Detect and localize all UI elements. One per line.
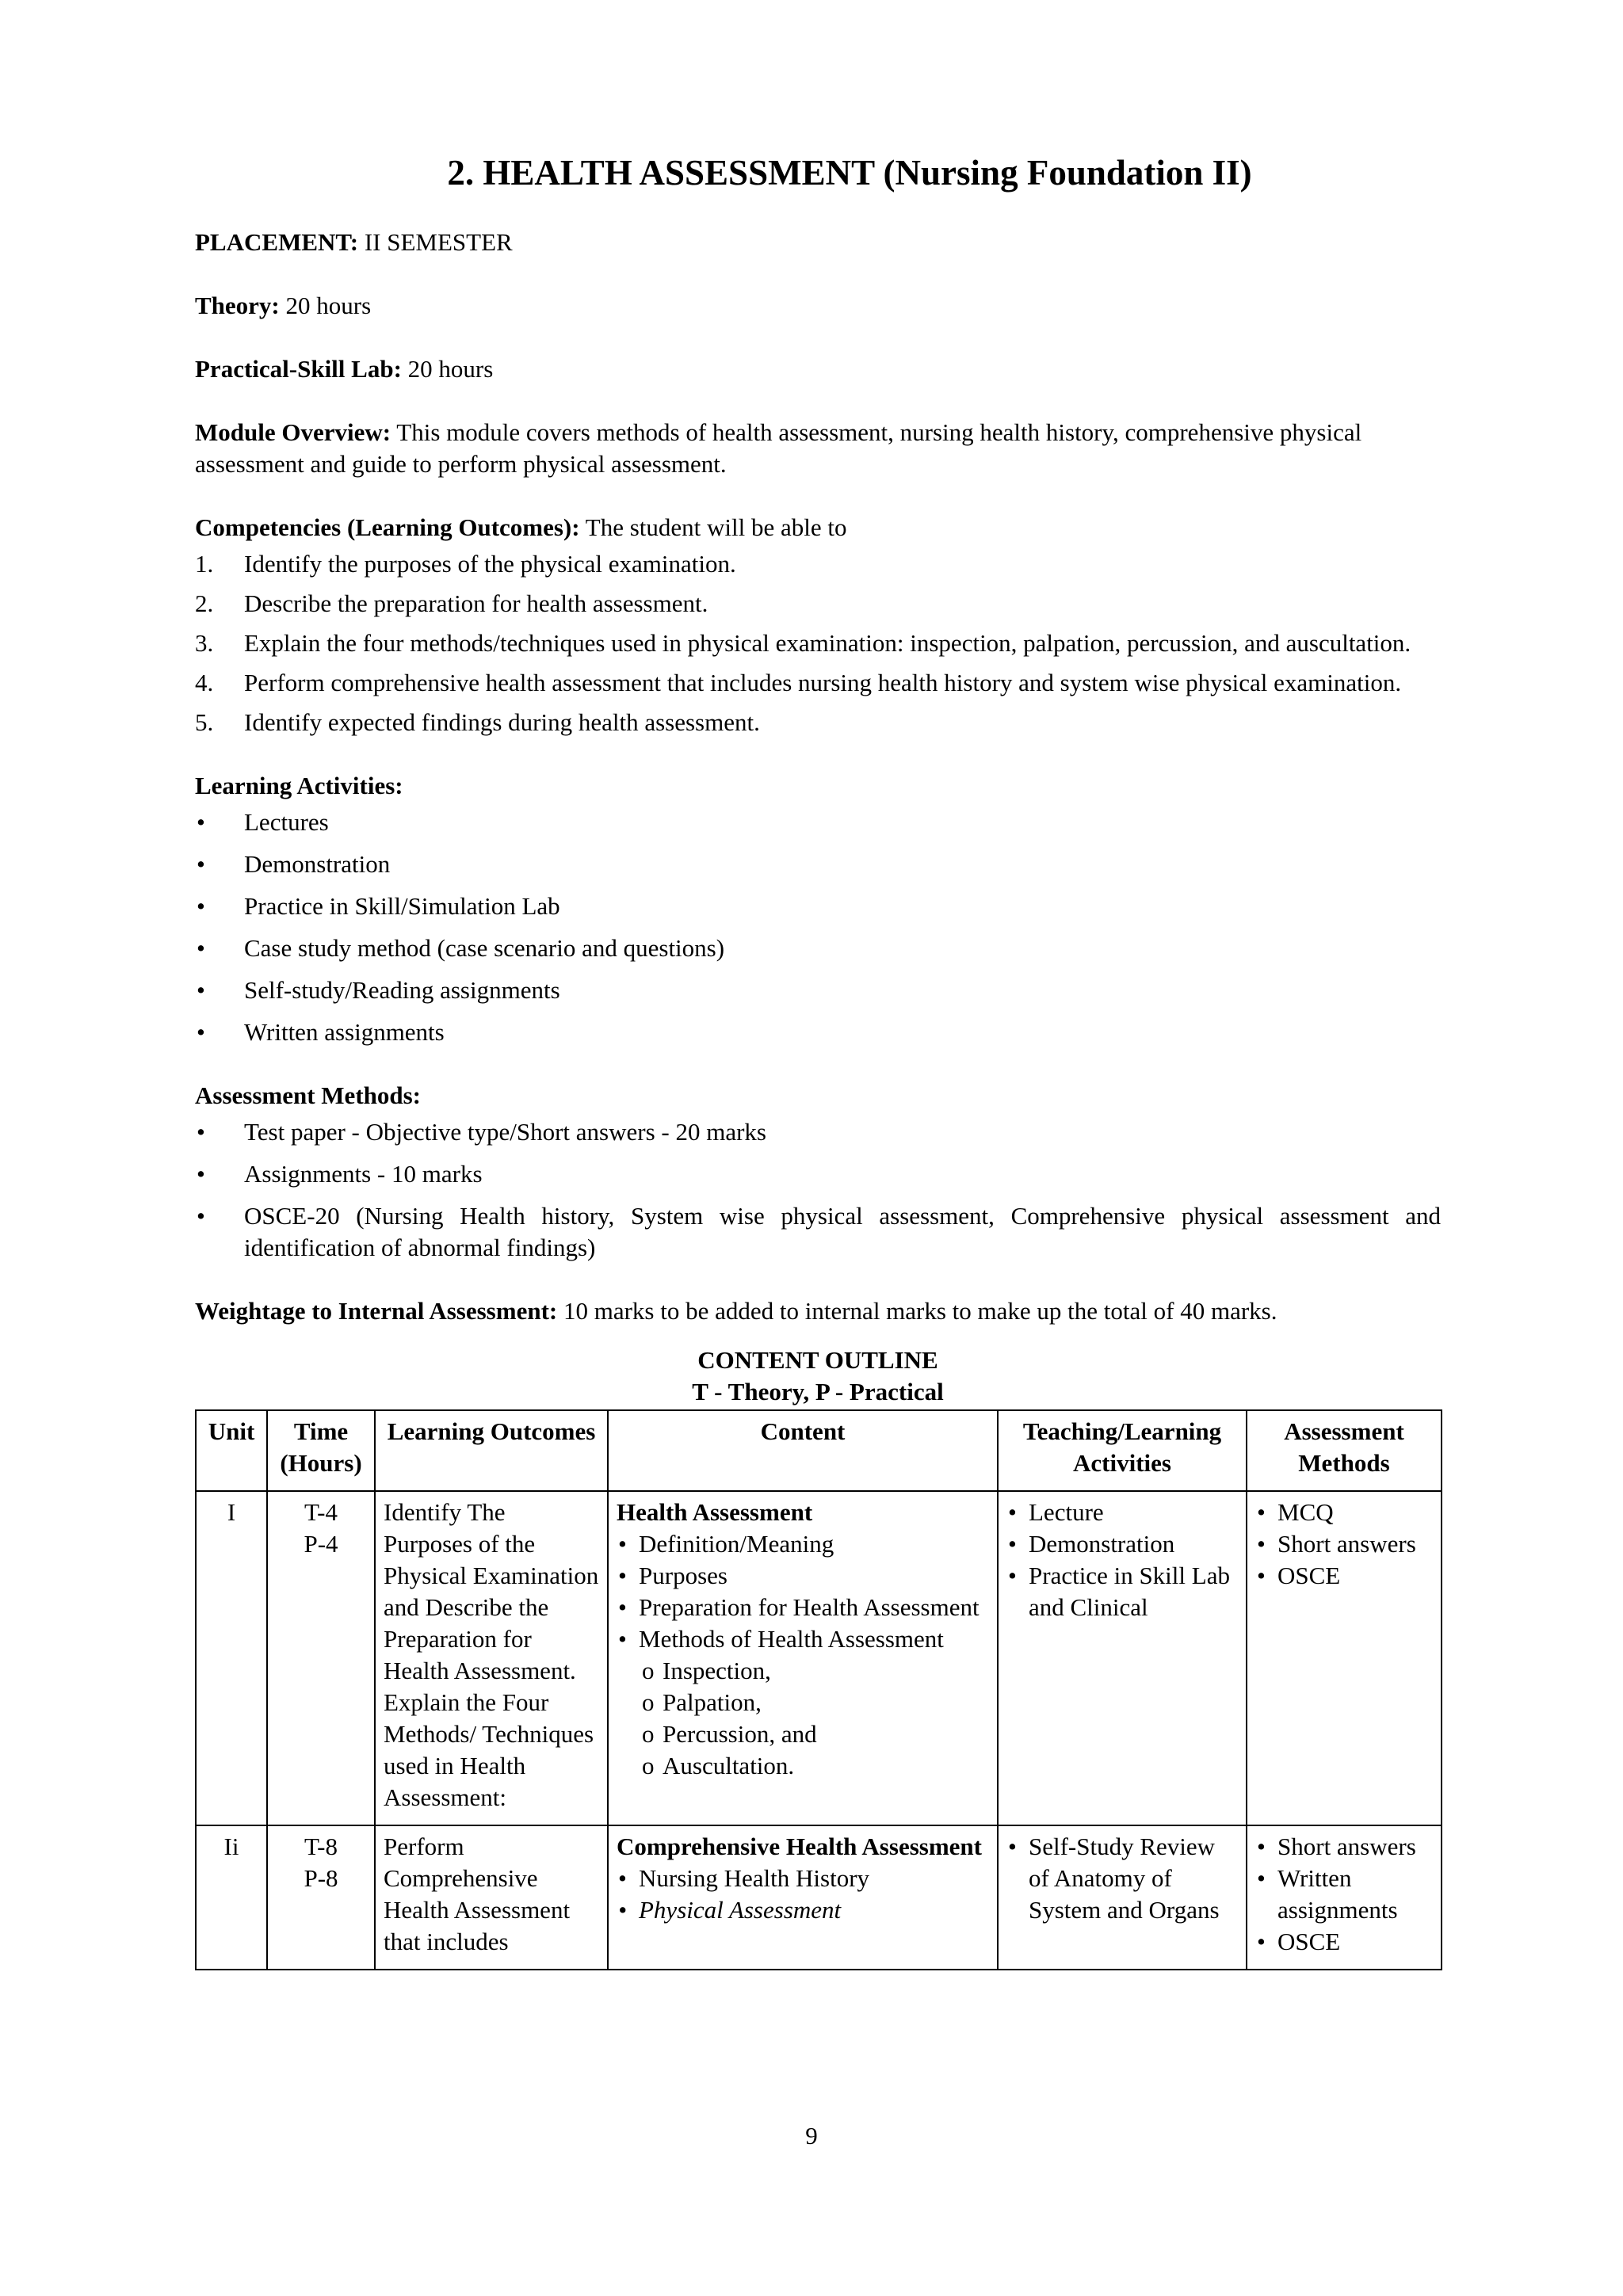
- column-header-content: Content: [608, 1410, 998, 1491]
- list-item: • Physical Assessment: [617, 1894, 989, 1926]
- list-item: • Short answers: [1255, 1831, 1433, 1863]
- list-item: 4. Perform comprehensive health assessment that includes nursing health history and system wise physical examination.: [195, 669, 1402, 696]
- learning-activities-heading: Learning Activities:: [195, 772, 403, 799]
- list-item: • Case study method (case scenario and questions): [195, 933, 1441, 964]
- competencies-list: [195, 548, 1441, 738]
- list-item: • Definition/Meaning: [617, 1528, 989, 1560]
- list-item: 1. Identify the purposes of the physical examination.: [195, 550, 736, 578]
- cell-methods: [1247, 1825, 1442, 1970]
- cell-outcomes: Perform Comprehensive Health Assessment that includes: [375, 1825, 608, 1970]
- assessment-methods-list: [195, 1116, 1441, 1264]
- content-outline-table: [195, 1409, 1442, 1970]
- list-item: • Nursing Health History: [617, 1863, 989, 1894]
- weightage-line: Weightage to Internal Assessment: 10 marks to be added to internal marks to make up the total of 40 marks.: [195, 1297, 1277, 1325]
- column-header-time: Time (Hours): [267, 1410, 375, 1491]
- table-row: [196, 1491, 1442, 1825]
- cell-methods: [1247, 1491, 1442, 1825]
- list-item: 2. Describe the preparation for health assessment.: [195, 589, 708, 617]
- column-header-outcomes: Learning Outcomes: [375, 1410, 608, 1491]
- assessment-methods-heading: Assessment Methods:: [195, 1081, 422, 1109]
- document-page: [195, 151, 1441, 1970]
- placement-line: PLACEMENT: II SEMESTER: [195, 228, 513, 256]
- list-item: • Lectures: [195, 807, 1441, 838]
- list-item: • OSCE: [1255, 1560, 1433, 1592]
- list-item: • OSCE-20 (Nursing Health history, System wise physical assessment, Comprehensive physical assessment and identification of abnormal findings): [195, 1200, 1441, 1264]
- competencies-heading: Competencies (Learning Outcomes): The student will be able to: [195, 513, 847, 541]
- list-item: o Percussion, and: [617, 1718, 989, 1750]
- list-item: • Purposes: [617, 1560, 989, 1592]
- list-item: • Practice in Skill Lab and Clinical: [1006, 1560, 1238, 1623]
- column-header-activities: Teaching/Learning Activities: [998, 1410, 1247, 1491]
- cell-activities: [998, 1491, 1247, 1825]
- cell-time: T-4 P-4: [267, 1491, 375, 1825]
- module-overview: Module Overview: This module covers methods of health assessment, nursing health history, comprehensive physical assessment and guide to perform physical assessment.: [195, 418, 1362, 478]
- table-header-row: [196, 1410, 1442, 1491]
- list-item: • Preparation for Health Assessment: [617, 1592, 989, 1623]
- cell-outcomes: Identify The Purposes of the Physical Examination and Describe the Preparation for Health Assessment. Explain the Four Methods/ Techniques used in Health Assessment:: [375, 1491, 608, 1825]
- cell-unit: I: [196, 1491, 267, 1825]
- cell-time: T-8 P-8: [267, 1825, 375, 1970]
- list-item: • Written assignments: [195, 1016, 1441, 1048]
- table-row: [196, 1825, 1442, 1970]
- list-item: • Practice in Skill/Simulation Lab: [195, 891, 1441, 922]
- list-item: • Lecture: [1006, 1497, 1238, 1528]
- learning-activities-list: [195, 807, 1441, 1048]
- list-item: • Written assignments: [1255, 1863, 1433, 1926]
- theory-line: Theory: 20 hours: [195, 292, 372, 319]
- list-item: • MCQ: [1255, 1497, 1433, 1528]
- content-outline-title: CONTENT OUTLINE T - Theory, P - Practical: [692, 1346, 944, 1405]
- list-item: o Palpation,: [617, 1687, 989, 1718]
- cell-content: Comprehensive Health Assessment • Nursing Health History • Physical Assessment: [608, 1825, 998, 1970]
- list-item: • Assignments - 10 marks: [195, 1158, 1441, 1190]
- list-item: • Test paper - Objective type/Short answers - 20 marks: [195, 1116, 1441, 1148]
- list-item: 3. Explain the four methods/techniques used in physical examination: inspection, palpation, percussion, and auscultation.: [195, 629, 1411, 657]
- list-item: • Self-study/Reading assignments: [195, 974, 1441, 1006]
- practical-line: Practical-Skill Lab: 20 hours: [195, 355, 494, 383]
- page-title: 2. HEALTH ASSESSMENT (Nursing Foundation II): [447, 153, 1252, 193]
- list-item: • Self-Study Review of Anatomy of System and Organs: [1006, 1831, 1238, 1926]
- list-item: o Inspection,: [617, 1655, 989, 1687]
- list-item: • OSCE: [1255, 1926, 1433, 1958]
- cell-unit: Ii: [196, 1825, 267, 1970]
- list-item: 5. Identify expected findings during health assessment.: [195, 708, 760, 736]
- column-header-methods: Assessment Methods: [1247, 1410, 1442, 1491]
- list-item: • Demonstration: [195, 849, 1441, 880]
- column-header-unit: Unit: [196, 1410, 267, 1491]
- list-item: • Short answers: [1255, 1528, 1433, 1560]
- page-number: 9: [805, 2122, 818, 2149]
- list-item: • Methods of Health Assessment: [617, 1623, 989, 1655]
- cell-activities: [998, 1825, 1247, 1970]
- list-item: o Auscultation.: [617, 1750, 989, 1782]
- cell-content: Health Assessment • Definition/Meaning • Purposes • Preparation for Health Assessment • Methods of Health Assessment o Inspection, o Palpation, o Percussion, and o Auscultation.: [608, 1491, 998, 1825]
- list-item: • Demonstration: [1006, 1528, 1238, 1560]
